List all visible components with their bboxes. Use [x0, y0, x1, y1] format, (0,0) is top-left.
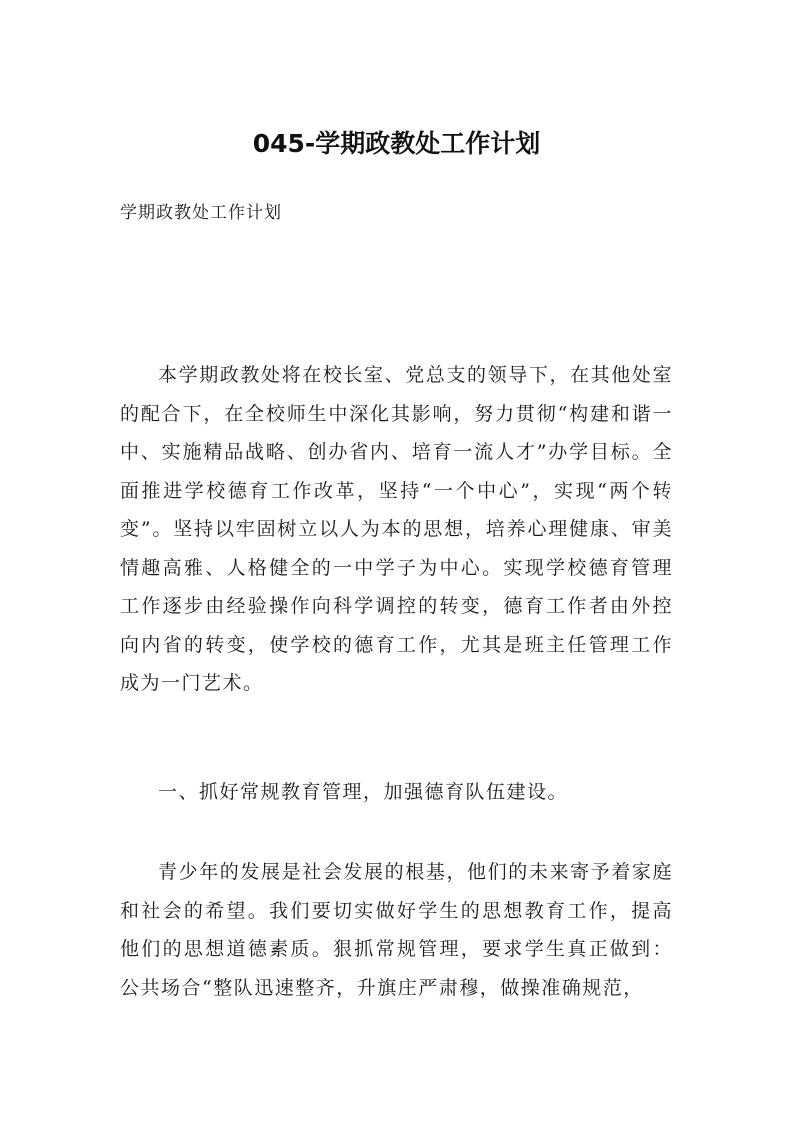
paragraph-intro: 本学期政教处将在校长室、党总支的领导下，在其他处室的配合下，在全校师生中深化其影响，努力贯彻“构建和谐一中、实施精品战略、创办省内、培育一流人才”办学目标。全面推进学校德育工作改革，坚持“一个中心”，实现“两个转变”。坚持以牢固树立以人为本的思想，培养心理健康、审美情趣高雅、人格健全的一中学子为中心。实现学校德育管理工作逐步由经验操作向科学调控的转变，德育工作者由外控向内省的转变，使学校的德育工作，尤其是班主任管理工作成为一门艺术。 — [120, 364, 673, 694]
section-heading-1: 一、抓好常规教育管理，加强德育队伍建设。 — [158, 781, 569, 803]
document-subtitle: 学期政教处工作计划 — [120, 203, 282, 223]
paragraph-2: 青少年的发展是社会发展的根基，他们的未来寄予着家庭和社会的希望。我们要切实做好学生的思想教育工作，提高他们的思想道德素质。狠抓常规管理，要求学生真正做到：公共场合“整队迅速整齐，升旗庄严肃穆，做操准确规范， — [120, 861, 673, 999]
document-title: 045-学期政教处工作计划 — [252, 129, 541, 158]
